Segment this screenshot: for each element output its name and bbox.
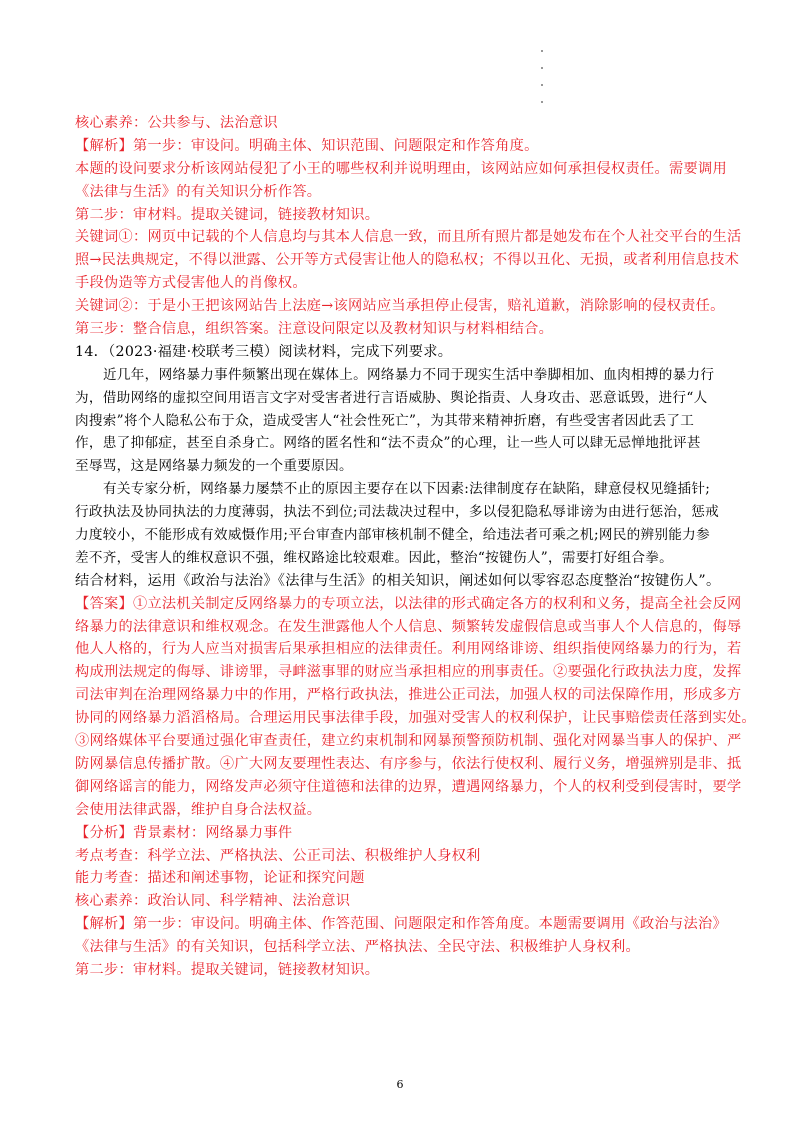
text-line: 第三步：整合信息，组织答案。注意设问限定以及教材知识与材料相结合。 <box>75 321 554 338</box>
text-line: 考点考查：科学立法、严格执法、公正司法、积极维护人身权利 <box>75 847 481 864</box>
text-line: 【分析】背景素材：网络暴力事件 <box>75 824 293 841</box>
text-line: 会使用法律武器，维护自身合法权益。 <box>75 801 322 818</box>
text-line: 能力考查：描述和阐述事物，论证和探究问题 <box>75 870 365 887</box>
text-line: ③网络媒体平台要通过强化审查责任，建立约束机制和网暴预警预防机制、强化对网暴当事人的保护、严 <box>75 733 742 750</box>
text-line: 手段伪造等方式侵害他人的肖像权。 <box>75 275 307 292</box>
text-line: 有关专家分析，网络暴力屡禁不止的原因主要存在以下因素:法律制度存在缺陷，肆意侵权见缝插针; <box>103 481 711 498</box>
text-line: 至辱骂，这是网络暴力频发的一个重要原因。 <box>75 458 353 475</box>
text-line: 防网暴信息传播扩散。④广大网友要理性表达、有序参与，依法行使权利、履行义务，增强辨别是非、抵 <box>75 755 742 772</box>
text-line: 【解析】第一步：审设问。明确主体、知识范围、问题限定和作答角度。 <box>75 137 539 154</box>
text-line: 【答案】①立法机关制定反网络暴力的专项立法，以法律的形式确定各方的权利和义务，提高全社会反网 <box>75 595 742 612</box>
text-line: 14．（2023·福建·校联考三模）阅读材料，完成下列要求。 <box>75 343 453 360</box>
text-line: 御网络谣言的能力，网络发声必须守住道德和法律的边界，遭遇网络暴力，个人的权利受到侵害时，要学 <box>75 778 742 795</box>
dot <box>541 67 543 69</box>
text-line: 差不齐，受害人的维权意识不强，维权路途比较艰难。因此，整治“按键伤人”，需要打好组合拳。 <box>75 549 674 566</box>
text-line: 第二步：审材料。提取关键词，链接教材知识。 <box>75 961 380 978</box>
text-line: 关键词②：于是小王把该网站告上法庭→该网站应当承担停止侵害，赔礼道歉，消除影响的侵权责任。 <box>75 298 725 315</box>
dot <box>541 84 543 86</box>
text-line: 肉搜索”将个人隐私公布于众，造成受害人“社会性死亡”，为其带来精神折磨，有些受害者因此丢了工 <box>75 412 695 429</box>
text-line: 【解析】第一步：审设问。明确主体、作答范围、问题限定和作答角度。本题需要调用《政治与法治》 <box>75 916 727 933</box>
text-line: 协同的网络暴力滔滔格局。合理运用民事法律手段，加强对受害人的权利保护，让民事赔偿责任落到实处。 <box>75 710 756 727</box>
text-line: 为，借助网络的虚拟空间用语言文字对受害者进行言语威胁、舆论指责、人身攻击、恶意诋毁，进行“人 <box>75 389 708 406</box>
page-number: 6 <box>396 1078 404 1091</box>
text-line: 他人人格的，行为人应当对损害后果承担相应的法律责任。利用网络诽谤、组织指使网络暴力的行为，若 <box>75 641 742 658</box>
text-line: 力度较小，不能形成有效威慑作用;平台审查内部审核机制不健全，给违法者可乘之机;网民的辨别能力参 <box>75 527 710 544</box>
dot <box>541 101 543 103</box>
text-line: 结合材料，运用《政治与法治》《法律与生活》的相关知识，阐述如何以零容忍态度整治“按键伤人”。 <box>75 572 721 589</box>
text-line: 核心素养：公共参与、法治意识 <box>75 115 278 131</box>
text-line: 关键词①：网页中记载的个人信息均与其本人信息一致，而且所有照片都是她发布在个人社交平台的生活 <box>75 229 742 246</box>
dot <box>541 50 543 52</box>
text-line: 行政执法及协同执法的力度薄弱，执法不到位;司法裁决过程中，多以侵犯隐私辱诽谤为由进行惩治，惩戒 <box>75 504 719 521</box>
margin-dots <box>541 50 547 118</box>
text-line: 《法律与生活》的有关知识分析作答。 <box>75 183 322 200</box>
text-line: 核心素养：政治认同、科学精神、法治意识 <box>75 893 351 910</box>
text-line: 《法律与生活》的有关知识，包括科学立法、严格执法、全民守法、积极维护人身权利。 <box>75 939 641 956</box>
text-line: 作，患了抑郁症，甚至自杀身亡。网络的匿名性和“法不责众”的心理，让一些人可以肆无忌惮地批评甚 <box>75 435 701 452</box>
text-line: 构成刑法规定的侮辱、诽谤罪，寻衅滋事罪的财应当承担相应的刑事责任。②要强化行政执法力度，发挥 <box>75 664 742 681</box>
document-body <box>75 112 756 982</box>
text-line: 近几年，网络暴力事件频繁出现在媒体上。网络暴力不同于现实生活中拳脚相加、血肉相搏的暴力行 <box>103 366 715 383</box>
text-line: 司法审判在治理网络暴力中的作用，严格行政执法，推进公正司法，加强人权的司法保障作用，形成多方 <box>75 687 742 704</box>
text-line: 照→民法典规定，不得以泄露、公开等方式侵害让他人的隐私权；不得以丑化、无损，或者利用信息技术 <box>75 252 740 269</box>
text-line: 本题的设问要求分析该网站侵犯了小王的哪些权利并说明理由，该网站应如何承担侵权责任。需要调用 <box>75 160 727 177</box>
text-line: 第二步：审材料。提取关键词，链接教材知识。 <box>75 206 380 223</box>
text-line: 络暴力的法律意识和维权观念。在发生泄露他人个人信息、频繁转发虚假信息或当事人个人信息的，侮辱 <box>75 618 742 635</box>
